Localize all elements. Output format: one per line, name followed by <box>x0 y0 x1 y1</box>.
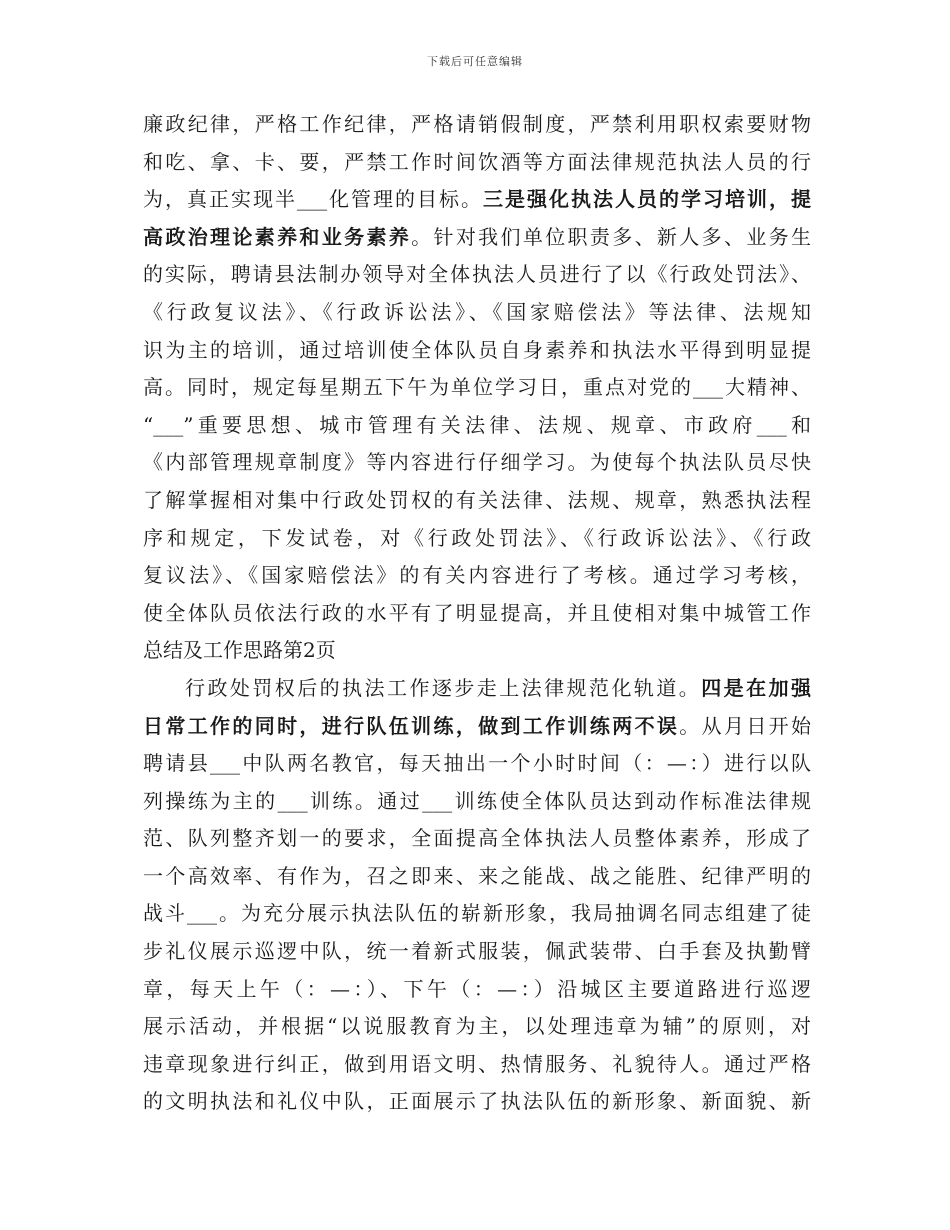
paragraph-2 <box>143 670 811 1121</box>
text-line <box>143 1046 811 1084</box>
text-line <box>143 670 811 708</box>
text-run: 识为主的培训，通过培训使全体队员自身素养和执法水平得到明显提 <box>143 337 811 362</box>
text-run: 战斗___。为充分展示执法队伍的崭新形象，我局抽调名同志组建了徒 <box>143 901 811 926</box>
text-run: 展示活动，并根据“以说服教育为主，以处理违章为辅”的原则，对 <box>143 1014 811 1039</box>
text-run: “___”重要思想、城市管理有关法律、法规、规章、市政府___和 <box>143 412 811 437</box>
text-line <box>143 595 811 633</box>
text-run: 复议法》、《国家赔偿法》的有关内容进行了考核。通过学习考核， <box>143 563 811 588</box>
bold-text-run: 日常工作的同时，进行队伍训练，做到工作训练两不误 <box>143 713 680 738</box>
text-line <box>143 256 811 294</box>
text-line <box>143 369 811 407</box>
text-run: 了解掌握相对集中行政处罚权的有关法律、法规、规章，熟悉执法程 <box>143 487 811 512</box>
text-line <box>143 971 811 1009</box>
document-body <box>143 106 811 1121</box>
text-run: 列操练为主的___训练。通过___训练使全体队员达到动作标准法律规 <box>143 788 811 813</box>
text-run: 违章现象进行纠正，做到用语文明、热情服务、礼貌待人。通过严格 <box>143 1051 811 1076</box>
text-run: 章，每天上午（：—：）、下午（：—：）沿城区主要道路进行巡逻 <box>143 976 811 1001</box>
bold-text-run: 四是在加强 <box>701 675 811 700</box>
text-run: 《内部管理规章制度》等内容进行仔细学习。为使每个执法队员尽快 <box>143 450 811 475</box>
text-run: 《行政复议法》、《行政诉讼法》、《国家赔偿法》等法律、法规知 <box>143 299 811 324</box>
paragraph-1 <box>143 106 811 670</box>
text-line <box>143 820 811 858</box>
text-line <box>143 181 811 219</box>
text-line <box>143 482 811 520</box>
text-run: 。从月日开始 <box>679 713 811 738</box>
text-line <box>143 708 811 746</box>
text-line <box>143 783 811 821</box>
text-line <box>143 745 811 783</box>
text-run: 序和规定，下发试卷，对《行政处罚法》、《行政诉讼法》、《行政 <box>143 525 811 550</box>
text-run: 使全体队员依法行政的水平有了明显提高，并且使相对集中城管工作 <box>143 600 811 625</box>
text-run: 高。同时，规定每星期五下午为单位学习日，重点对党的___大精神、 <box>143 375 811 400</box>
page-header: 下载后可任意编辑 <box>427 55 523 68</box>
text-run: 步礼仪展示巡逻中队，统一着新式服装，佩武装带、白手套及执勤臂 <box>143 939 811 964</box>
text-line <box>143 557 811 595</box>
text-line <box>143 294 811 332</box>
text-line <box>143 332 811 370</box>
bold-text-run: 三是强化执法人员的学习培训，提 <box>483 187 811 212</box>
text-line <box>143 858 811 896</box>
text-line <box>143 144 811 182</box>
text-run: 范、队列整齐划一的要求，全面提高全体执法人员整体素养，形成了 <box>143 826 811 851</box>
text-line <box>143 520 811 558</box>
text-line <box>143 1008 811 1046</box>
text-run: 的文明执法和礼仪中队，正面展示了执法队伍的新形象、新面貌、新 <box>143 1089 811 1114</box>
text-run: 行政处罚权后的执法工作逐步走上法律规范化轨道。 <box>185 675 702 700</box>
text-run: 为，真正实现半___化管理的目标。 <box>143 187 483 212</box>
text-line <box>143 632 811 670</box>
text-line <box>143 106 811 144</box>
text-run: 的实际，聘请县法制办领导对全体执法人员进行了以《行政处罚法》、 <box>143 262 811 287</box>
text-line <box>143 444 811 482</box>
text-run: 一个高效率、有作为，召之即来、来之能战、战之能胜、纪律严明的 <box>143 863 811 888</box>
text-line <box>143 895 811 933</box>
text-line <box>143 407 811 445</box>
text-line <box>143 219 811 257</box>
text-run: 和吃、拿、卡、要，严禁工作时间饮酒等方面法律规范执法人员的行 <box>143 149 811 174</box>
text-run: 聘请县___中队两名教官，每天抽出一个小时时间（：—：）进行以队 <box>143 751 811 776</box>
text-line <box>143 933 811 971</box>
text-run: 总结及工作思路第2页 <box>143 638 336 663</box>
text-run: 。针对我们单位职责多、新人多、业务生 <box>411 224 811 249</box>
text-run: 廉政纪律，严格工作纪律，严格请销假制度，严禁利用职权索要财物 <box>143 112 811 136</box>
text-line <box>143 1083 811 1121</box>
bold-text-run: 高政治理论素养和业务素养 <box>143 224 412 249</box>
